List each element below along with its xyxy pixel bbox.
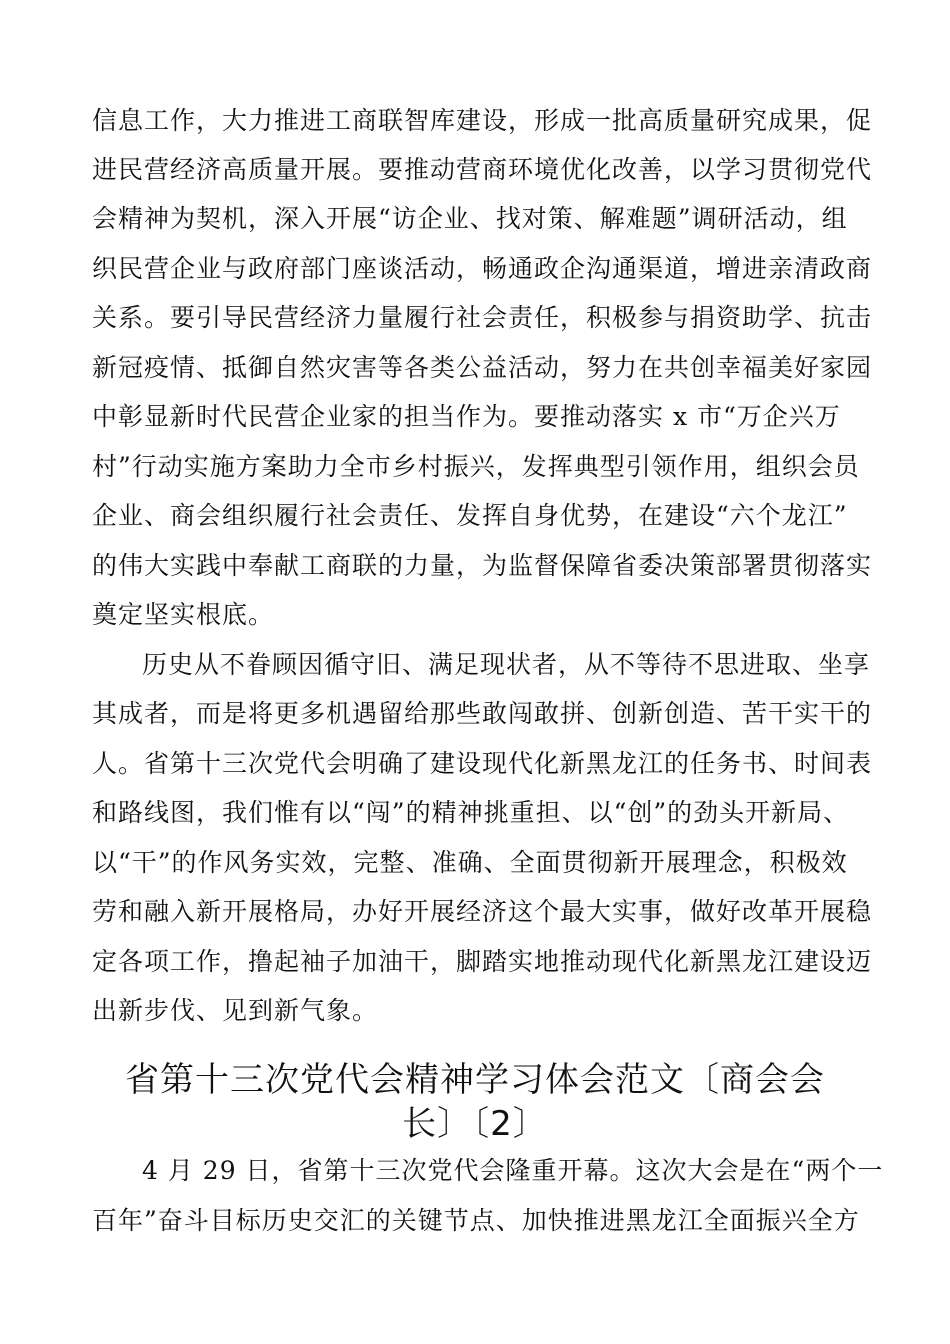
body-line: 以“干”的作风务实效，完整、准确、全面贯彻新开展理念，积极效 xyxy=(92,848,848,877)
body-line: 定各项工作，撸起袖子加油干，脚踏实地推动现代化新黑龙江建设迈 xyxy=(92,947,873,976)
body-line: 信息工作，大力推进工商联智库建设，形成一批高质量研究成果，促 xyxy=(92,106,873,135)
body-line: 其成者，而是将更多机遇留给那些敢闯敢拼、创新创造、苦干实干的 xyxy=(92,699,873,728)
body-line: 新冠疫情、抵御自然灾害等各类公益活动，努力在共创幸福美好家园 xyxy=(92,353,873,382)
paragraph-first-line: 4 月 29 日，省第十三次党代会隆重开幕。这次大会是在“两个一 xyxy=(142,1156,884,1185)
body-line: 织民营企业与政府部门座谈活动，畅通政企沟通渠道，增进亲清政商 xyxy=(92,254,873,283)
body-line: 出新步伐、见到新气象。 xyxy=(92,996,379,1025)
body-line: 进民营经济高质量开展。要推动营商环境优化改善，以学习贯彻党代 xyxy=(92,155,873,184)
section-heading: 省第十三次党代会精神学习体会范文〔商会会 xyxy=(125,1060,825,1100)
body-line: 关系。要引导民营经济力量履行社会责任，积极参与捐资助学、抗击 xyxy=(92,303,873,332)
section-heading-continued: 长〕〔2〕 xyxy=(402,1104,548,1144)
body-line: 百年”奋斗目标历史交汇的关键节点、加快推进黑龙江全面振兴全方 xyxy=(92,1206,860,1235)
body-line: 中彰显新时代民营企业家的担当作为。要推动落实 x 市“万企兴万 xyxy=(92,402,841,431)
body-line: 和路线图，我们惟有以“闯”的精神挑重担、以“创”的劲头开新局、 xyxy=(92,798,850,827)
body-line: 的伟大实践中奉献工商联的力量，为监督保障省委决策部署贯彻落实 xyxy=(92,551,873,580)
body-line: 会精神为契机，深入开展“访企业、找对策、解难题”调研活动，组 xyxy=(92,204,848,233)
body-line: 人。省第十三次党代会明确了建设现代化新黑龙江的任务书、时间表 xyxy=(92,749,873,778)
body-line: 劳和融入新开展格局，办好开展经济这个最大实事，做好改革开展稳 xyxy=(92,897,873,926)
body-line: 企业、商会组织履行社会责任、发挥自身优势，在建设“六个龙江” xyxy=(92,501,848,530)
paragraph-first-line: 历史从不眷顾因循守旧、满足现状者，从不等待不思进取、坐享 xyxy=(142,650,871,679)
body-line: 村”行动实施方案助力全市乡村振兴，发挥典型引领作用，组织会员 xyxy=(92,452,860,481)
body-line: 奠定坚实根底。 xyxy=(92,600,275,629)
